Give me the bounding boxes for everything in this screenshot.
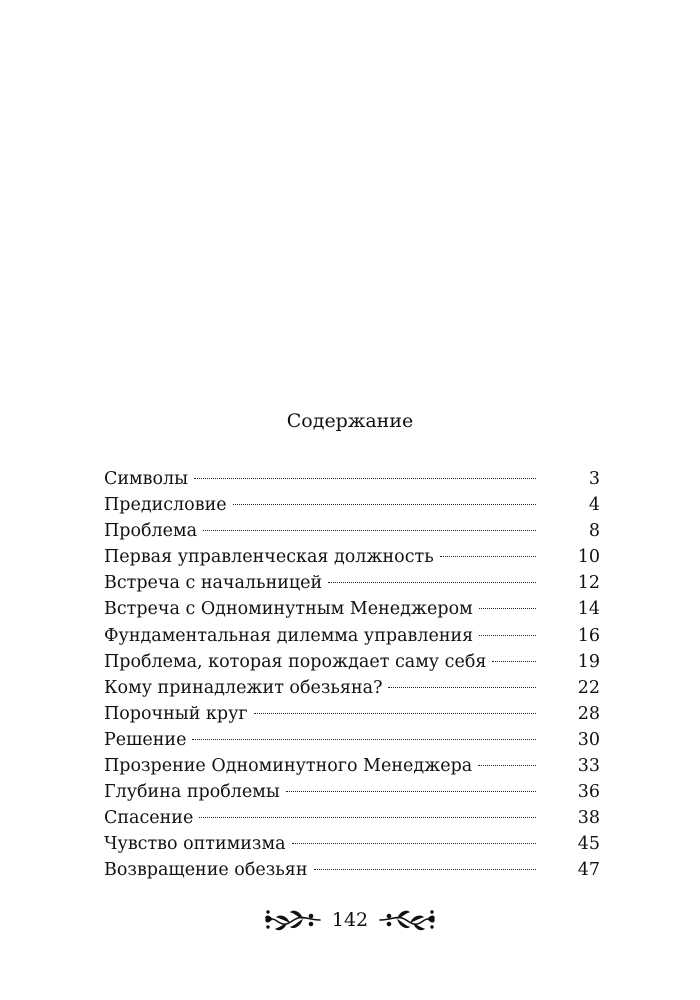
toc-leader-dots [314,869,536,870]
toc-entry-title: Фундаментальная дилемма управления [104,625,474,646]
toc-entry-title: Проблема, которая порождает саму себя [104,651,487,672]
toc-entry-page: 47 [577,860,600,881]
toc-entry [104,805,600,831]
toc-entry-title: Кому принадлежит обезьяна? [104,677,383,698]
toc-entry [104,492,600,518]
toc-entry [104,727,600,753]
toc-entry-title: Чувство оптимизма [104,834,286,855]
toc-entry-title: Спасение [104,808,194,829]
toc-leader-dots [194,478,536,479]
toc-entry-page: 30 [577,729,600,750]
toc-leader-dots [292,843,536,844]
toc-entry [104,570,600,596]
toc-leader-dots [286,791,536,792]
toc-entry-title: Символы [104,469,189,489]
toc-entry-title: Глубина проблемы [104,782,280,803]
page-footer [0,900,700,940]
table-of-contents [104,466,600,884]
toc-entry-title: Проблема [104,521,198,542]
toc-entry [104,518,600,544]
toc-entry [104,649,600,675]
toc-entry-title: Решение [104,729,187,750]
toc-entry-page: 4 [588,495,600,516]
toc-entry [104,623,600,649]
toc-entry-title: Прозрение Одноминутного Менеджера [104,756,473,777]
toc-leader-dots [479,608,536,609]
page-title: Содержание [286,410,414,432]
toc-leader-dots [440,556,536,557]
toc-leader-dots [199,817,535,818]
toc-entry-page: 22 [577,677,600,698]
toc-entry-page: 28 [577,703,600,724]
floral-vignette-icon [378,907,438,933]
toc-entry-title: Первая управленческая должность [104,547,434,568]
toc-entry-page: 8 [588,521,600,542]
toc-entry-title: Порочный круг [104,703,248,724]
toc-entry [104,779,600,805]
toc-entry-page: 19 [577,651,600,672]
toc-leader-dots [233,504,536,505]
toc-entry-title: Встреча с Одноминутным Менеджером [104,599,473,620]
toc-entry-page: 3 [588,469,600,489]
toc-entry-page: 10 [577,547,600,568]
toc-entry [104,466,600,492]
toc-entry [104,544,600,570]
toc-entry [104,831,600,857]
toc-leader-dots [254,713,536,714]
toc-entry-page: 33 [577,756,600,777]
toc-entry [104,701,600,727]
toc-entry-page: 38 [577,808,600,829]
toc-entry-page: 45 [577,834,600,855]
toc-entry-title: Возвращение обезьян [104,860,308,881]
toc-leader-dots [388,687,535,688]
toc-leader-dots [492,661,535,662]
toc-entry-page: 14 [577,599,600,620]
toc-leader-dots [328,582,536,583]
toc-entry-page: 36 [577,782,600,803]
toc-entry-page: 12 [577,573,600,594]
toc-entry [104,753,600,779]
page-number: 142 [331,909,369,931]
toc-entry [104,596,600,622]
toc-entry [104,857,600,883]
toc-entry-title: Встреча с начальницей [104,573,323,594]
toc-leader-dots [203,530,536,531]
toc-entry-title: Предисловие [104,495,227,516]
floral-vignette-icon [262,907,322,933]
toc-entry [104,675,600,701]
toc-leader-dots [478,765,536,766]
toc-leader-dots [479,635,536,636]
toc-leader-dots [192,739,535,740]
toc-entry-page: 16 [577,625,600,646]
